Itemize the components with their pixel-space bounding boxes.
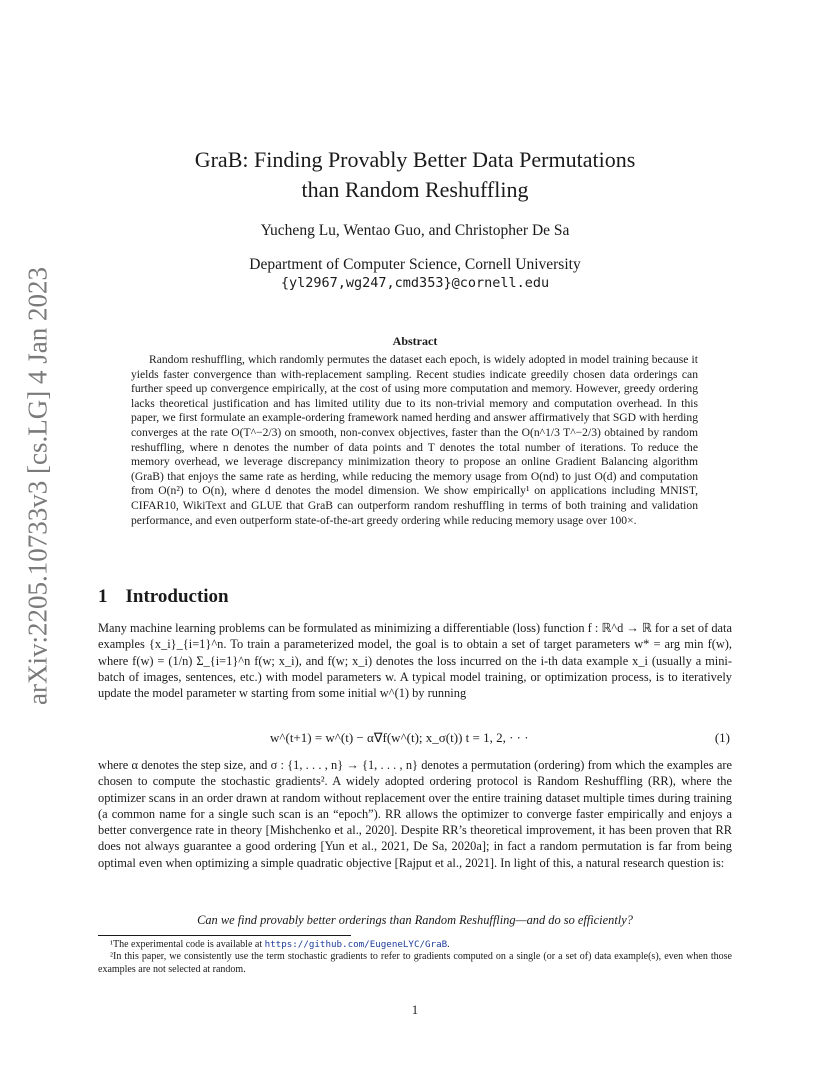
footnote-rule [98,935,351,936]
footnote-2: ²In this paper, we consistently use the term stochastic gradients to refer to gradients computed on a single (or a set of) data example(s), even when those examples are not selected at random. [98,951,732,975]
arxiv-stamp [18,267,58,705]
footnotes [98,939,732,976]
equation-number: (1) [714,730,730,745]
arxiv-id-text: arXiv:2205.10733v3 [cs.LG] 4 Jan 2023 [22,267,53,705]
title-line-1: GraB: Finding Provably Better Data Permutations [194,147,636,172]
intro-paragraph-1: Many machine learning problems can be formulated as minimizing a differentiable (loss) function f : ℝ^d → ℝ for a set of data examples {x_i}_{i=1}^n. To train a parameterized model, the goal is to obtain a set of target parameters w* = arg min f(w), where f(w) = (1/n) Σ_{i=1}^n f(w; x_i), and f(w; x_i) denotes the loss incurred on the i-th data example x_i (usually a mini-batch of images, sentences, etc.) with model parameters w. A typical model training, or optimization process, is to iteratively update the model parameter w starting from some initial w^(1) by running [98,621,732,701]
abstract-text: Random reshuffling, which randomly permutes the dataset each epoch, is widely adopted in model training because it yields faster convergence than with-replacement sampling. Recent studies indicate greedily chosen data orderings can further speed up convergence empirically, at the cost of using more computation and memory. However, greedy ordering lacks theoretical justification and has limited utility due to its non-trivial memory and computation overhead. In this paper, we first formulate an example-ordering framework named herding and answer affirmatively that SGD with herding converges at the rate O(T^−2/3) on smooth, non-convex objectives, faster than the O(n^1/3 T^−2/3) obtained by random reshuffling, where n denotes the number of data points and T denotes the total number of iterations. To reduce the memory overhead, we leverage discrepancy minimization theory to propose an online Gradient Balancing algorithm (GraB) that enjoys the same rate as herding, while reducing the memory usage from O(nd) to just O(d) and computation from O(n²) to O(n), where d denotes the model dimension. We show empirically¹ on applications including MNIST, CIFAR10, WikiText and GLUE that GraB can outperform random reshuffling in terms of both training and validation performance, and even outperform state-of-the-art greedy ordering while reducing memory usage over 100×. [131,353,698,527]
section-number: 1 [98,586,108,607]
footnote-1-end: . [447,939,450,950]
affiliation-block [98,255,732,293]
title-line-2: than Random Reshuffling [301,177,529,202]
section-heading [98,586,229,608]
page-number: 1 [411,1003,419,1017]
research-question: Can we find provably better orderings than Random Reshuffling—and do so efficiently? [197,913,633,927]
affiliation: Department of Computer Science, Cornell University [249,256,581,273]
abstract-heading: Abstract [392,334,438,348]
footnote-1 [98,939,732,951]
code-link[interactable]: https://github.com/EugeneLYC/GraB [264,939,448,950]
equation-expression: w^(t+1) = w^(t) − α∇f(w^(t); x_σ(t)) t = 1, 2, · · · [270,730,529,745]
equation-1 [98,730,732,748]
section-title: Introduction [125,586,229,607]
footnote-1-text: ¹The experimental code is available at [110,939,265,950]
author-list: Yucheng Lu, Wentao Guo, and Christopher De Sa [260,222,570,239]
paper-title [98,145,732,205]
intro-paragraph-2: where α denotes the step size, and σ : {1, . . . , n} → {1, . . . , n} denotes a permutation (ordering) from which the examples are chosen to compute the stochastic gradients². A widely adopted ordering protocol is Random Reshuffling (RR), where the optimizer scans in an order drawn at random without replacement over the entire training dataset multiple times during training (a common name for a single such scan is an “epoch”). RR allows the optimizer to converge faster empirically and enjoys a better convergence rate in theory [Mishchenko et al., 2020]. Despite RR’s theoretical improvement, it has been proven that RR does not always guarantee a good ordering [Yun et al., 2021, De Sa, 2020a]; in fact a random permutation is far from being optimal even when optimizing a simple quadratic objective [Rajput et al., 2021]. In light of this, a natural research question is: [98,758,732,870]
author-emails: {yl2967,wg247,cmd353}@cornell.edu [280,275,550,291]
